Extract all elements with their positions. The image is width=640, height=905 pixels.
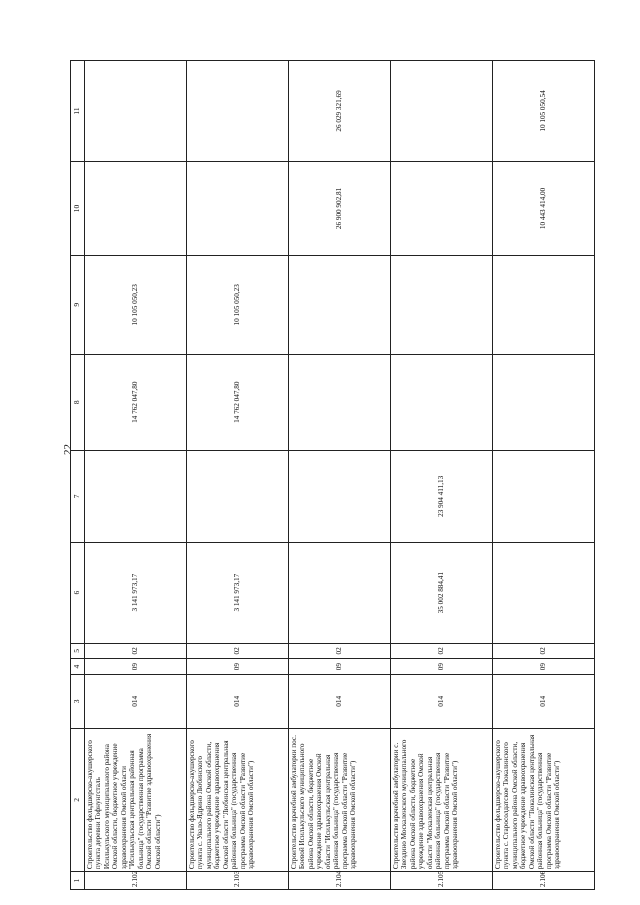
header-cell-1: 1 (71, 872, 85, 890)
cell-col4: 09 (391, 659, 493, 675)
cell-col5: 02 (85, 643, 187, 659)
cell-col10 (187, 161, 289, 255)
row-id: 2.104 (289, 872, 391, 890)
header-cell-11: 11 (71, 61, 85, 162)
row-id: 2.102 (85, 872, 187, 890)
row-description: Строительство врачебной амбулатории с. Звездино Москаленского муниципального района Омской области, бюджетное учреждение здравоохранения Омской области "Москаленская центральная районная больница" (государственная программа Омской области "Развитие здравоохранения Омской области") (391, 728, 493, 871)
cell-col9 (391, 256, 493, 355)
cell-col3: 014 (391, 674, 493, 728)
cell-col6 (493, 542, 595, 643)
header-cell-8: 8 (71, 354, 85, 450)
cell-col6: 3 141 973,17 (187, 542, 289, 643)
table-row (391, 61, 493, 890)
cell-col7 (85, 450, 187, 542)
cell-col11: 26 029 321,69 (289, 61, 391, 162)
header-cell-9: 9 (71, 256, 85, 355)
cell-col6: 3 141 973,17 (85, 542, 187, 643)
cell-col3: 014 (85, 674, 187, 728)
row-description: Строительство врачебной амбулатории пос. Боевой Исилькульского муниципального района Омской области, бюджетное учреждение здравоохранения Омской области "Исилькульская центральная районная больница" (государственная программа Омской области "Развитие здравоохранения Омской области") (289, 728, 391, 871)
table-row (187, 61, 289, 890)
cell-col8: 14 762 047,80 (187, 354, 289, 450)
cell-col3: 014 (289, 674, 391, 728)
header-cell-3: 3 (71, 674, 85, 728)
cell-col3: 014 (493, 674, 595, 728)
cell-col4: 09 (85, 659, 187, 675)
cell-col5: 02 (391, 643, 493, 659)
cell-col11: 10 105 050,54 (493, 61, 595, 162)
cell-col10: 26 900 902,81 (289, 161, 391, 255)
cell-col11 (85, 61, 187, 162)
header-cell-5: 5 (71, 643, 85, 659)
cell-col7 (289, 450, 391, 542)
cell-col9: 10 105 050,23 (85, 256, 187, 355)
cell-col3: 014 (187, 674, 289, 728)
cell-col8 (493, 354, 595, 450)
cell-col7 (187, 450, 289, 542)
header-cell-2: 2 (71, 728, 85, 871)
table-row (493, 61, 595, 890)
cell-col9: 10 105 050,23 (187, 256, 289, 355)
cell-col8: 14 762 047,80 (85, 354, 187, 450)
cell-col5: 02 (493, 643, 595, 659)
row-id: 2.103 (187, 872, 289, 890)
cell-col4: 09 (289, 659, 391, 675)
cell-col6: 35 002 884,41 (391, 542, 493, 643)
header-cell-6: 6 (71, 542, 85, 643)
cell-col5: 02 (289, 643, 391, 659)
budget-table (70, 60, 595, 890)
cell-col8 (391, 354, 493, 450)
cell-col11 (391, 61, 493, 162)
row-description: Строительство фельдшерско-акушерского пункта с. Увало-Ядрино Любинского муниципального района Омской области, бюджетное учреждение здравоохранения Омской области "Любинская центральная районная больница" (государственная программа Омской области "Развитие здравоохранения Омской области") (187, 728, 289, 871)
header-row (71, 61, 85, 890)
table-row (85, 61, 187, 890)
cell-col10: 10 443 414,00 (493, 161, 595, 255)
row-id: 2.105 (391, 872, 493, 890)
cell-col11 (187, 61, 289, 162)
cell-col7: 23 904 411,13 (391, 450, 493, 542)
cell-col10 (391, 161, 493, 255)
cell-col7 (493, 450, 595, 542)
cell-col9 (493, 256, 595, 355)
row-description: Строительство фельдшерско-акушерского пункта деревни Гофнунгсталь Исилькульского муниципального района Омской области, бюджетное учреждение здравоохранения Омской области "Исилькульская центральная районная больница" (государственная программа Омской области "Развитие здравоохранения Омской области") (85, 728, 187, 871)
cell-col4: 09 (187, 659, 289, 675)
rotated-table-container (70, 60, 630, 890)
header-cell-4: 4 (71, 659, 85, 675)
cell-col9 (289, 256, 391, 355)
header-cell-10: 10 (71, 161, 85, 255)
page-number: 22 (62, 444, 74, 455)
cell-col5: 02 (187, 643, 289, 659)
cell-col6 (289, 542, 391, 643)
cell-col4: 09 (493, 659, 595, 675)
row-id: 2.106 (493, 872, 595, 890)
row-description: Строительство фельдшерско-акушерского пункта с. Старосолдатское Тюкалинского муниципального района Омской области, бюджетное учреждение здравоохранения Омской области "Тюкалинская центральная районная больница" (государственная программа Омской области "Развитие здравоохранения Омской области") (493, 728, 595, 871)
table-row (289, 61, 391, 890)
cell-col10 (85, 161, 187, 255)
cell-col8 (289, 354, 391, 450)
header-cell-7: 7 (71, 450, 85, 542)
